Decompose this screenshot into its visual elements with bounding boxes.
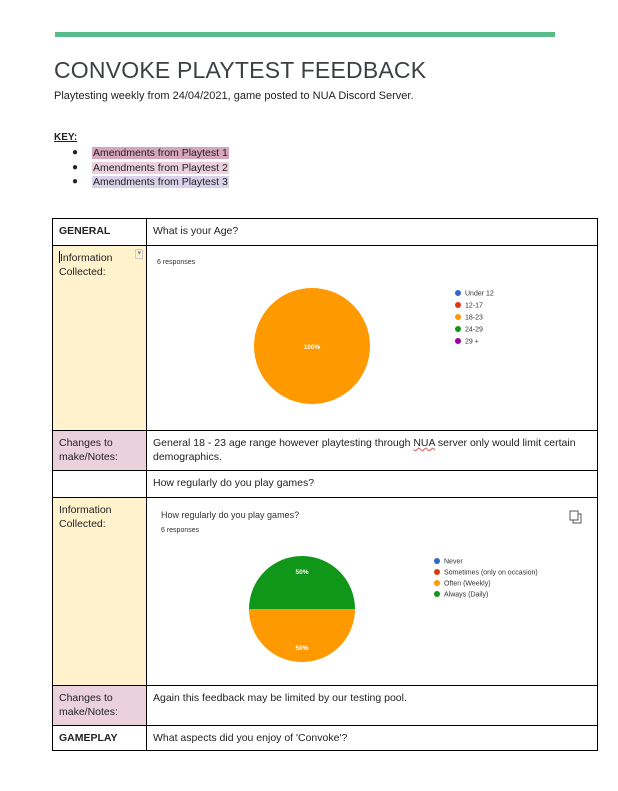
section-label-general: GENERAL <box>53 219 147 246</box>
legend-label: 18-23 <box>465 314 483 322</box>
table-row <box>53 498 598 686</box>
legend-dot <box>434 591 440 597</box>
key-item <box>70 147 228 162</box>
section-label-gameplay: GAMEPLAY <box>53 726 147 751</box>
age-chart-cell <box>147 246 598 431</box>
legend-dot <box>455 314 461 320</box>
chart-responses: 6 responses <box>161 527 200 534</box>
legend-label: 12-17 <box>465 302 483 310</box>
pie-slice <box>249 556 355 609</box>
key-item <box>70 161 228 177</box>
legend-dot <box>455 326 461 332</box>
table-row <box>53 471 598 498</box>
note-text: General 18 - 23 age range however playtesting through <box>153 437 414 449</box>
bullet-icon: ● <box>72 161 79 173</box>
legend-dot <box>455 290 461 296</box>
legend-label: Often (Weekly) <box>444 580 491 588</box>
spellcheck-word[interactable]: NUA <box>413 437 435 449</box>
page-subtitle: Playtesting weekly from 24/04/2021, game posted to NUA Discord Server. <box>54 90 414 102</box>
key-item-label: Amendments from Playtest 3 <box>93 176 228 188</box>
header-rule <box>55 32 555 37</box>
key-item <box>70 176 228 191</box>
feedback-table <box>52 218 598 751</box>
key-heading: KEY: <box>54 132 78 143</box>
key-item-label: Amendments from Playtest 1 <box>93 147 228 159</box>
info-collected-cell[interactable] <box>53 246 147 431</box>
changes-label: Changes to make/Notes: <box>53 431 147 471</box>
legend-dot <box>434 580 440 586</box>
frequency-chart-cell <box>147 498 598 686</box>
legend-label: Sometimes (only on occasion) <box>444 569 538 577</box>
changes-label: Changes to make/Notes: <box>53 686 147 726</box>
changes-note-frequency[interactable]: Again this feedback may be limited by our testing pool. <box>147 686 598 726</box>
legend-dot <box>434 569 440 575</box>
note-text: server only would limit certain demographics. <box>153 437 576 463</box>
frequency-pie-chart[interactable] <box>147 498 597 681</box>
slice-label: 100% <box>303 344 321 351</box>
question-age[interactable]: What is your Age? <box>147 219 598 246</box>
question-frequency[interactable]: How regularly do you play games? <box>147 471 598 498</box>
page-title: CONVOKE PLAYTEST FEEDBACK <box>54 57 427 83</box>
legend-label: Under 12 <box>465 290 494 298</box>
info-label: Information Collected: <box>53 498 147 686</box>
legend-dot <box>455 338 461 344</box>
bullet-icon: ● <box>72 147 79 158</box>
legend-label: 24-29 <box>465 326 483 334</box>
table-row <box>53 686 598 726</box>
slice-label: 50% <box>295 568 309 576</box>
dropdown-arrow-icon[interactable]: ▾ <box>137 250 141 257</box>
table-row <box>53 219 598 246</box>
chart-title: How regularly do you play games? <box>161 510 300 520</box>
age-pie-chart[interactable] <box>147 246 597 426</box>
legend-label: 29 + <box>465 338 479 346</box>
table-row <box>53 431 598 471</box>
legend-dot <box>434 558 440 564</box>
empty-cell <box>53 471 147 498</box>
legend-label: Never <box>444 558 463 566</box>
pie-slice <box>249 609 355 662</box>
table-row <box>53 246 598 431</box>
question-enjoy[interactable]: What aspects did you enjoy of 'Convoke'? <box>147 726 598 751</box>
legend-label: Always (Daily) <box>444 591 489 599</box>
info-label: Information Collected: <box>59 252 113 278</box>
chart-responses: 6 responses <box>157 259 196 266</box>
changes-note-age[interactable] <box>147 431 598 471</box>
table-row <box>53 726 598 751</box>
key-list <box>70 147 228 191</box>
bullet-icon: ● <box>72 176 79 187</box>
legend-dot <box>455 302 461 308</box>
copy-chart-icon[interactable] <box>570 511 581 523</box>
slice-label: 50% <box>295 645 309 653</box>
key-item-label: Amendments from Playtest 2 <box>93 161 228 174</box>
